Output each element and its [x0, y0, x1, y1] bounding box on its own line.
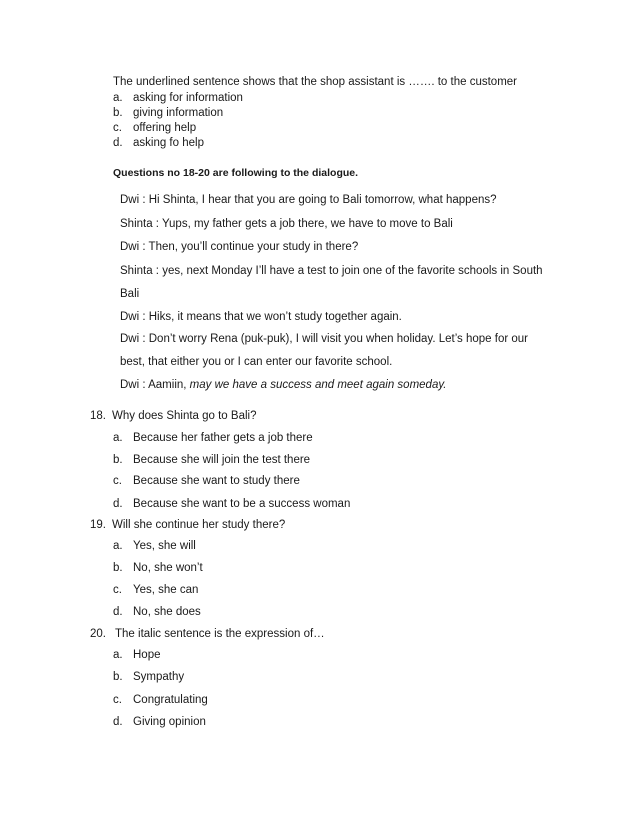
question-18	[90, 410, 256, 422]
option-text: No, she won’t	[133, 562, 203, 574]
option-label: c.	[113, 694, 122, 706]
dialogue-line-7: Dwi : Don’t worry Rena (puk-puk), I will visit you when holiday. Let’s hope for our	[120, 333, 528, 345]
option-label: b.	[113, 107, 123, 119]
option-text: Because she want to study there	[133, 475, 300, 487]
option-label: a.	[113, 540, 123, 552]
intro-option-a	[113, 92, 243, 104]
q18-option-b	[113, 454, 310, 466]
q20-option-d	[113, 716, 206, 728]
option-text: Hope	[133, 649, 161, 661]
intro-option-d	[113, 137, 204, 149]
option-label: a.	[113, 649, 123, 661]
instruction-heading: Questions no 18-20 are following to the dialogue.	[113, 167, 359, 179]
q18-option-c	[113, 475, 300, 487]
dialogue-line-4: Shinta : yes, next Monday I’ll have a test to join one of the favorite schools in South	[120, 265, 543, 277]
q20-option-b	[113, 671, 184, 683]
option-text: Yes, she will	[133, 540, 196, 552]
option-label: d.	[113, 716, 123, 728]
dialogue-line-2: Shinta : Yups, my father gets a job there, we have to move to Bali	[120, 218, 453, 230]
question-20	[90, 628, 325, 640]
question-number: 19.	[90, 519, 106, 531]
option-text: No, she does	[133, 606, 201, 618]
question-text: The italic sentence is the expression of…	[115, 628, 325, 640]
q19-option-a	[113, 540, 196, 552]
intro-option-b	[113, 107, 223, 119]
option-text: Congratulating	[133, 694, 208, 706]
option-label: b.	[113, 454, 123, 466]
q19-option-b	[113, 562, 203, 574]
dialogue-line-6: Dwi : Hiks, it means that we won’t study together again.	[120, 311, 402, 323]
option-label: a.	[113, 92, 123, 104]
question-text: Why does Shinta go to Bali?	[112, 410, 257, 422]
dialogue-line-1: Dwi : Hi Shinta, I hear that you are going to Bali tomorrow, what happens?	[120, 194, 497, 206]
option-label: c.	[113, 475, 122, 487]
q20-option-c	[113, 694, 208, 706]
question-number: 18.	[90, 410, 106, 422]
option-label: c.	[113, 584, 122, 596]
q18-option-a	[113, 432, 313, 444]
option-label: b.	[113, 562, 123, 574]
option-text: Because her father gets a job there	[133, 432, 313, 444]
dialogue-line-8: best, that either you or I can enter our favorite school.	[120, 356, 393, 368]
option-label: c.	[113, 122, 122, 134]
option-label: b.	[113, 671, 123, 683]
dialogue-line-3: Dwi : Then, you’ll continue your study in there?	[120, 241, 359, 253]
option-text: Because she will join the test there	[133, 454, 311, 466]
q20-option-a	[113, 649, 161, 661]
dialogue-line-5: Bali	[120, 288, 140, 300]
q19-option-c	[113, 584, 198, 596]
option-label: d.	[113, 606, 123, 618]
q19-option-d	[113, 606, 201, 618]
option-text: asking for information	[133, 92, 243, 104]
q18-option-d	[113, 498, 350, 510]
question-number: 20.	[90, 628, 106, 640]
intro-option-c	[113, 122, 196, 134]
option-text: Because she want to be a success woman	[133, 498, 351, 510]
option-text: Yes, she can	[133, 584, 199, 596]
question-19	[90, 519, 285, 531]
option-text: giving information	[133, 107, 224, 119]
dialogue-last-prefix: Dwi : Aamiin,	[120, 379, 190, 391]
dialogue-line-9	[120, 379, 446, 391]
option-text: asking fo help	[133, 137, 204, 149]
option-label: d.	[113, 137, 123, 149]
intro-question: The underlined sentence shows that the shop assistant is ……. to the customer	[113, 76, 517, 88]
option-text: Sympathy	[133, 671, 185, 683]
option-label: a.	[113, 432, 123, 444]
question-text: Will she continue her study there?	[112, 519, 286, 531]
option-text: offering help	[133, 122, 197, 134]
italic-sentence: may we have a success and meet again someday.	[189, 379, 447, 391]
option-label: d.	[113, 498, 123, 510]
option-text: Giving opinion	[133, 716, 206, 728]
